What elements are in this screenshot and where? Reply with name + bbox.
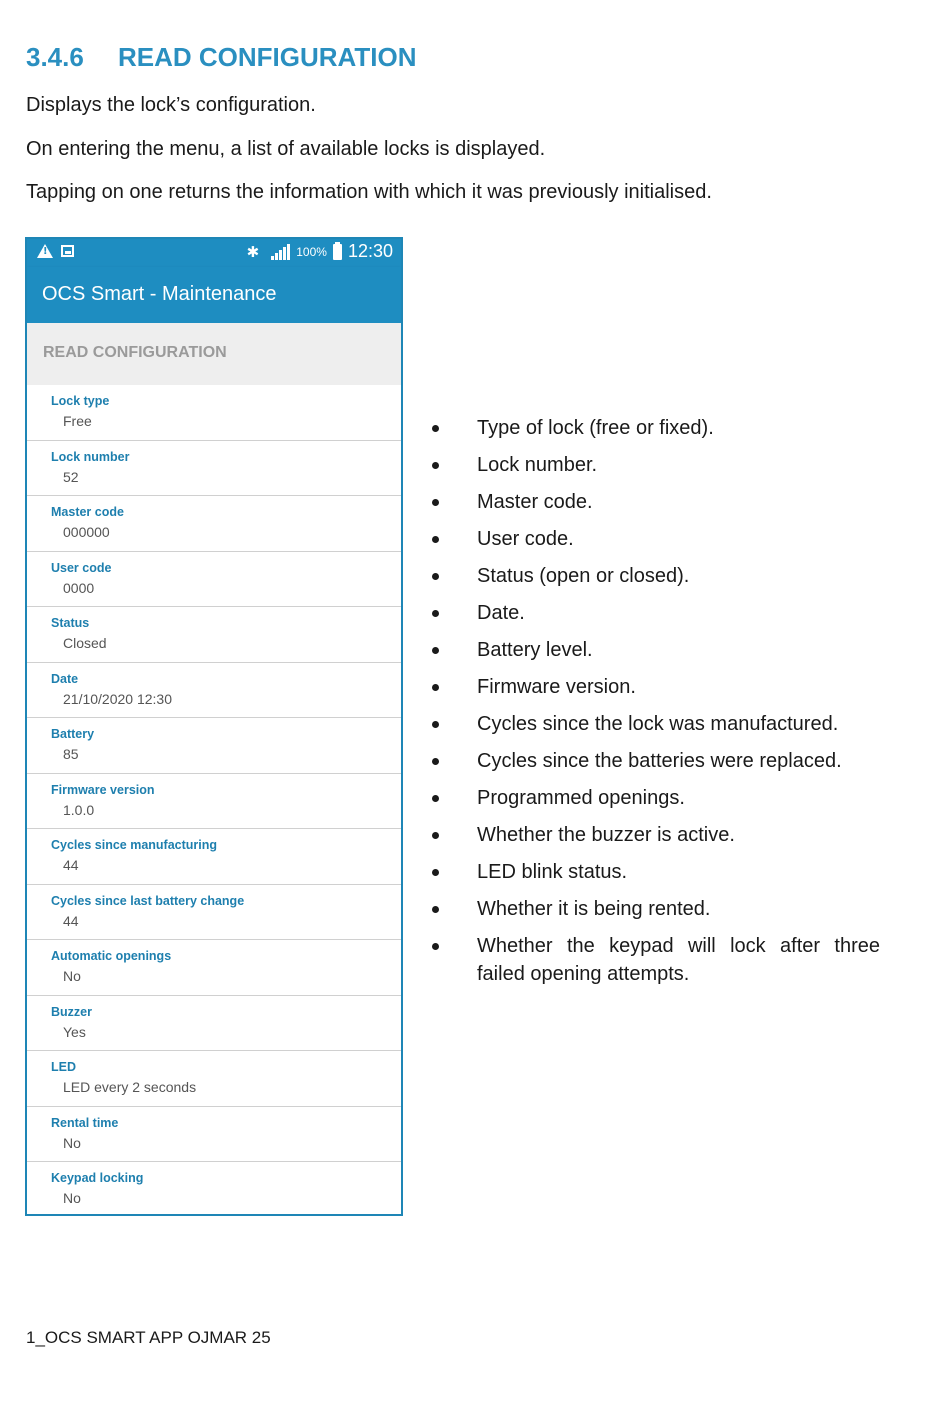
- page-footer: 1_OCS SMART APP OJMAR 25: [26, 1328, 271, 1347]
- config-item-date[interactable]: [27, 663, 401, 719]
- bullet-icon: [432, 684, 439, 691]
- config-item-lock-type[interactable]: [27, 385, 401, 441]
- signal-icon: [271, 244, 290, 260]
- config-item-rental-time[interactable]: [27, 1107, 401, 1163]
- list-item: [430, 451, 880, 479]
- bluetooth-icon: ✱: [246, 242, 260, 261]
- list-item-text: Lock number.: [477, 454, 598, 476]
- config-item-automatic-openings[interactable]: [27, 940, 401, 996]
- list-item: [430, 895, 880, 923]
- config-list: [27, 385, 401, 1216]
- screen-header-label: READ CONFIGURATION: [43, 344, 227, 361]
- field-value: No: [63, 1134, 81, 1151]
- list-item-text: Firmware version.: [477, 676, 636, 698]
- field-label: Cycles since last battery change: [51, 893, 245, 908]
- config-item-status[interactable]: [27, 607, 401, 663]
- bullet-icon: [432, 721, 439, 728]
- list-item-text: Type of lock (free or fixed).: [477, 417, 714, 439]
- list-item: [430, 414, 880, 442]
- field-label: Keypad locking: [51, 1171, 144, 1185]
- config-item-lock-number[interactable]: [27, 441, 401, 497]
- list-item: [430, 673, 880, 701]
- list-item-text: Programmed openings.: [477, 787, 685, 809]
- list-item: [430, 932, 880, 988]
- paragraph: Displays the lock’s configuration.: [26, 94, 316, 116]
- bullet-icon: [432, 943, 439, 950]
- warning-icon: [37, 244, 53, 258]
- bullet-icon: [432, 832, 439, 839]
- section-number: 3.4.6: [26, 42, 84, 72]
- field-value: 44: [63, 912, 79, 929]
- list-item-text: Whether the keypad will lock after three failed opening attempts.: [477, 935, 880, 985]
- field-label: Firmware version: [51, 782, 155, 797]
- battery-icon: [333, 244, 342, 260]
- field-value: LED every 2 seconds: [63, 1079, 197, 1095]
- field-value: No: [63, 1190, 81, 1206]
- list-item-text: Whether it is being rented.: [477, 898, 711, 920]
- field-value: 52: [63, 468, 79, 485]
- bullet-icon: [432, 499, 439, 506]
- list-item: [430, 710, 880, 738]
- app-title: OCS Smart - Maintenance: [42, 283, 277, 305]
- list-item-text: Cycles since the batteries were replaced.: [477, 750, 842, 772]
- list-item: [430, 525, 880, 553]
- list-item: [430, 858, 880, 886]
- section-title: READ CONFIGURATION: [118, 42, 417, 72]
- paragraph: On entering the menu, a list of available locks is displayed.: [26, 138, 546, 160]
- list-item: [430, 488, 880, 516]
- list-item-text: Cycles since the lock was manufactured.: [477, 713, 839, 735]
- list-item: [430, 562, 880, 590]
- field-label: Date: [51, 671, 79, 686]
- field-value: 85: [63, 746, 79, 762]
- field-value: 0000: [63, 579, 95, 596]
- bullet-icon: [432, 610, 439, 617]
- field-label: Lock type: [51, 394, 110, 408]
- field-label: Lock number: [51, 449, 130, 464]
- config-item-battery[interactable]: [27, 718, 401, 774]
- list-item-text: User code.: [477, 528, 574, 550]
- battery-percent: 100%: [296, 244, 327, 259]
- config-item-cycles-since-manufacturing[interactable]: [27, 829, 401, 885]
- field-label: Battery: [51, 727, 95, 741]
- config-item-cycles-since-battery-change[interactable]: [27, 885, 401, 941]
- list-item: [430, 784, 880, 812]
- field-value: 21/10/2020 12:30: [63, 690, 172, 707]
- config-item-keypad-locking[interactable]: [27, 1162, 401, 1216]
- phone-screenshot: [25, 237, 403, 1216]
- bullet-icon: [432, 758, 439, 765]
- field-value: Yes: [63, 1023, 86, 1040]
- field-label: LED: [51, 1060, 76, 1074]
- config-item-master-code[interactable]: [27, 496, 401, 552]
- list-item-text: Date.: [477, 602, 525, 624]
- field-label: Buzzer: [51, 1004, 92, 1019]
- list-item: [430, 747, 880, 775]
- list-item: [430, 821, 880, 849]
- bullet-icon: [432, 536, 439, 543]
- clock: 12:30: [347, 241, 393, 261]
- config-item-buzzer[interactable]: [27, 996, 401, 1052]
- status-bar: [27, 239, 401, 267]
- config-item-user-code[interactable]: [27, 552, 401, 608]
- list-item-text: LED blink status.: [477, 861, 628, 883]
- bullet-icon: [432, 869, 439, 876]
- list-item-text: Master code.: [477, 491, 593, 513]
- list-item-text: Status (open or closed).: [477, 565, 690, 587]
- field-value: 000000: [63, 524, 110, 540]
- config-item-firmware-version[interactable]: [27, 774, 401, 830]
- field-label: Status: [51, 616, 90, 630]
- config-item-led[interactable]: [27, 1051, 401, 1107]
- list-item: [430, 599, 880, 627]
- field-value: Closed: [63, 635, 107, 651]
- list-item: [430, 636, 880, 664]
- field-label: Master code: [51, 505, 124, 519]
- bullet-icon: [432, 647, 439, 654]
- screen-header: [27, 323, 401, 385]
- bullet-list: [430, 414, 880, 997]
- section-heading: [26, 42, 417, 73]
- bullet-icon: [432, 795, 439, 802]
- field-label: User code: [51, 560, 112, 575]
- field-value: 44: [63, 857, 79, 873]
- field-label: Automatic openings: [51, 949, 172, 963]
- app-bar: [27, 267, 401, 323]
- bullet-icon: [432, 573, 439, 580]
- field-label: Rental time: [51, 1115, 119, 1130]
- field-value: No: [63, 968, 81, 984]
- paragraph: Tapping on one returns the information with which it was previously initialised.: [26, 181, 712, 203]
- list-item-text: Whether the buzzer is active.: [477, 824, 735, 846]
- field-label: Cycles since manufacturing: [51, 838, 218, 852]
- list-item-text: Battery level.: [477, 639, 593, 661]
- field-value: Free: [63, 413, 92, 429]
- bullet-icon: [432, 462, 439, 469]
- bullet-icon: [432, 906, 439, 913]
- image-icon: [61, 245, 74, 257]
- bullet-icon: [432, 425, 439, 432]
- field-value: 1.0.0: [63, 801, 95, 818]
